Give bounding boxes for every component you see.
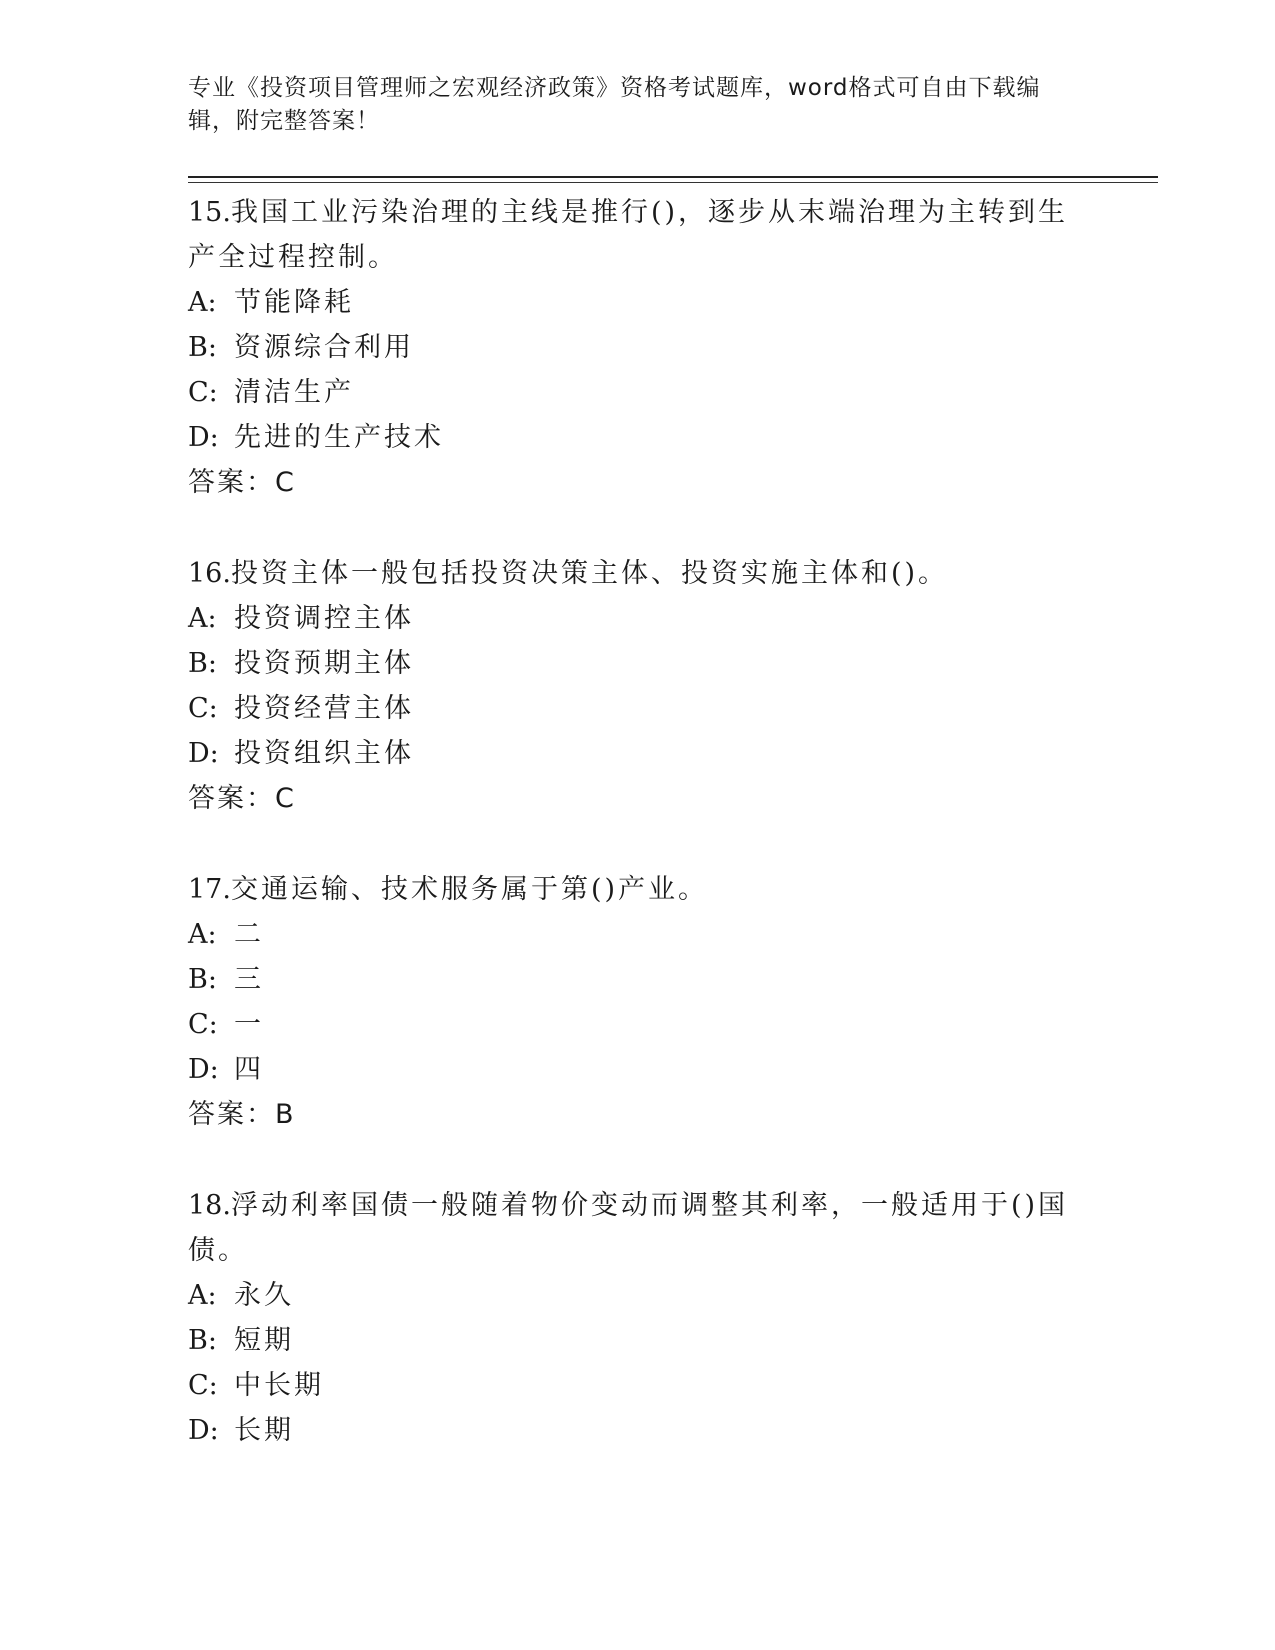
question-15: [188, 190, 1088, 505]
question-stem: [188, 190, 1088, 280]
document-header: 专业《投资项目管理师之宏观经济政策》资格考试题库，word格式可自由下载编辑，附完整答案！: [188, 75, 1041, 134]
option-letter: A:: [188, 919, 217, 950]
option-c: [188, 1363, 1088, 1408]
option-letter: D:: [188, 1415, 219, 1446]
option-d: [188, 731, 1088, 776]
question-text: 交通运输、技术服务属于第()产业。: [230, 874, 709, 905]
option-letter: D:: [188, 422, 219, 453]
option-text: 短期: [234, 1325, 294, 1356]
option-d: [188, 415, 1088, 460]
option-letter: B:: [188, 964, 217, 995]
option-c: [188, 1002, 1088, 1047]
question-list: [188, 190, 1088, 1499]
option-letter: C:: [188, 1370, 218, 1401]
option-letter: A:: [188, 603, 217, 634]
option-text: 一: [234, 1009, 264, 1040]
option-b: [188, 641, 1088, 686]
option-text: 永久: [234, 1280, 294, 1311]
option-letter: B:: [188, 332, 217, 363]
option-letter: D:: [188, 1054, 219, 1085]
option-letter: D:: [188, 738, 219, 769]
option-a: [188, 912, 1088, 957]
option-c: [188, 686, 1088, 731]
question-stem: [188, 867, 1088, 912]
option-d: [188, 1047, 1088, 1092]
question-stem: [188, 1183, 1088, 1273]
question-stem: [188, 551, 1088, 596]
option-text: 中长期: [234, 1370, 324, 1401]
option-letter: C:: [188, 377, 218, 408]
option-a: [188, 596, 1088, 641]
option-letter: B:: [188, 648, 217, 679]
option-text: 投资调控主体: [234, 603, 414, 634]
question-17: [188, 867, 1088, 1137]
option-letter: B:: [188, 1325, 217, 1356]
option-text: 长期: [234, 1415, 294, 1446]
option-text: 先进的生产技术: [234, 422, 444, 453]
question-number: 15.: [188, 197, 231, 228]
option-b: [188, 325, 1088, 370]
option-text: 四: [234, 1054, 264, 1085]
header-divider-thick: [188, 176, 1158, 178]
option-text: 资源综合利用: [234, 332, 414, 363]
question-text: 我国工业污染治理的主线是推行()，逐步从末端治理为主转到生产全过程控制。: [188, 197, 1069, 273]
question-text: 浮动利率国债一般随着物价变动而调整其利率，一般适用于()国债。: [188, 1190, 1069, 1266]
header-divider-thin: [188, 182, 1158, 183]
option-text: 清洁生产: [234, 377, 354, 408]
option-c: [188, 370, 1088, 415]
question-number: 16.: [188, 558, 231, 589]
question-number: 17.: [188, 874, 231, 905]
option-letter: A:: [188, 287, 217, 318]
option-a: [188, 280, 1088, 325]
option-a: [188, 1273, 1088, 1318]
option-text: 投资组织主体: [234, 738, 414, 769]
option-letter: C:: [188, 1009, 218, 1040]
option-text: 二: [234, 919, 264, 950]
option-letter: C:: [188, 693, 218, 724]
question-16: [188, 551, 1088, 821]
option-d: [188, 1408, 1088, 1453]
answer-line: 答案：C: [188, 467, 296, 498]
option-letter: A:: [188, 1280, 217, 1311]
question-18: [188, 1183, 1088, 1453]
answer-line: 答案：C: [188, 783, 296, 814]
option-b: [188, 1318, 1088, 1363]
option-text: 投资经营主体: [234, 693, 414, 724]
option-text: 投资预期主体: [234, 648, 414, 679]
answer-line: 答案：B: [188, 1099, 296, 1130]
question-text: 投资主体一般包括投资决策主体、投资实施主体和()。: [230, 558, 949, 589]
option-text: 三: [234, 964, 264, 995]
option-b: [188, 957, 1088, 1002]
option-text: 节能降耗: [234, 287, 354, 318]
question-number: 18.: [188, 1190, 231, 1221]
